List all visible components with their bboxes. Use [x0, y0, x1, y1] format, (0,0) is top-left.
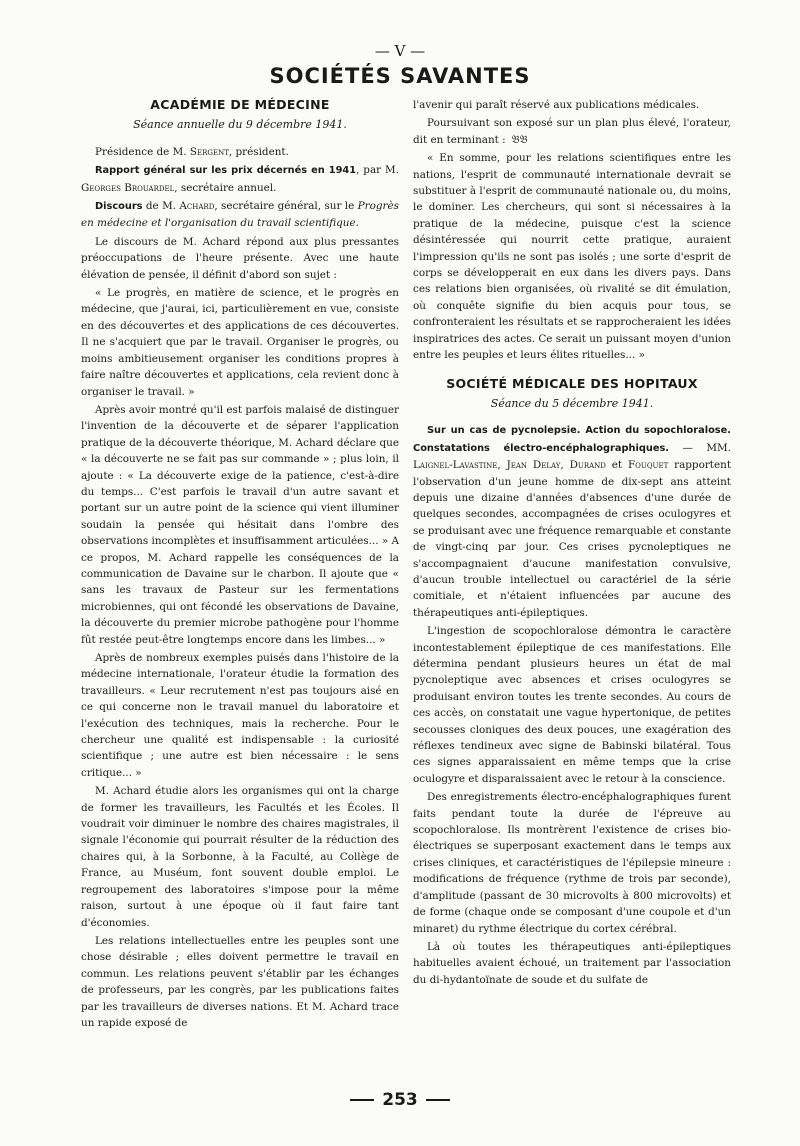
discours-title: Progrès en médecine et l'organisation du travail scientifique. — [81, 200, 399, 230]
body-paragraph: Poursuivant son exposé sur un plan plus élevé, l'orateur, dit en terminant : 𝔅𝔅 — [413, 117, 731, 146]
page-number: 253 — [382, 1090, 418, 1110]
case-author-last: Fouquet — [627, 459, 669, 472]
discours-author: Achard — [179, 200, 215, 213]
session-date-hopitaux: Séance du 5 décembre 1941. — [490, 396, 654, 410]
body-paragraph: Après avoir montré qu'il est parfois malaisé de distinguer l'invention de la découverte et de séparer l'application pratique de la découverte théorique, M. Achard déclare que « la découverte ne se fait pas sur commande » ; plus loin, il ajoute : « La découverte exige de la patience, c'est-à-dire du temps... C'est parfois le travail d'un autre savant et portant sur un autre point de la science qui vient illuminer soudain la pensée qui hésitait dans l'ombre des observations incomplètes et insuffisamment articulées... » A ce propos, M. Achard rappelle les conséquences de la communication de Davaine sur le charbon. Il ajoute que « sans les travaux de Pasteur sur les fermentations microbiennes, qui ont fécondé les observations de Davaine, la découverte du premier microbe pathogène pour l'homme fût restée peut-être longtemps encore dans les limbes... » — [81, 403, 399, 646]
section-title-hopitaux: SOCIÉTÉ MÉDICALE DES HOPITAUX — [446, 375, 698, 391]
body-paragraph: Là où toutes les thérapeutiques anti-épileptiques habituelles avaient échoué, un traitement par l'association du di-hydantoïnate de soude et du sulfate de — [413, 940, 731, 986]
left-column — [81, 97, 399, 1033]
rapport-title: Rapport général sur les prix décernés en 1941 — [95, 165, 357, 177]
page-title: SOCIÉTÉS SAVANTES — [269, 64, 531, 88]
continued-paragraph: l'avenir qui paraît réservé aux publications médicales. — [413, 99, 700, 111]
roman-page-number: — V — — [374, 42, 426, 60]
body-paragraph: L'ingestion de scopochloralose démontra le caractère incontestablement épileptique de ces manifestations. Elle détermina pendant plusieurs heures un état de mal pycnoleptique avec absences et crises oculogyres se produisant environ toutes les trente secondes. Au cours de ces accès, on constatait une vague hypertonique, de petites secousses cloniques des deux pouces, une exagération des réflexes tendineux avec signe de Babinski bilatéral. Tous ces signes apparaissaient en même temps que la crise oculogyre et disparaissaient avec le retour à la conscience. — [413, 625, 731, 785]
body-paragraph: Des enregistrements électro-encéphalographiques furent faits pendant toute la durée de l'épreuve au scopochloralose. Ils montrèrent l'existence de crises bio-électriques se superposant exactement dans le temps aux crises cliniques, et caractéristiques de l'épilepsie mineure : modifications de fréquence (rythme de trois par seconde), d'amplitude (passant de 30 microvolts à 800 microvolts) et de forme (chaque onde se composant d'une coupole et d'un minaret) du rythme électrique du cortex cérébral. — [413, 791, 731, 935]
president-name: Sergent — [189, 145, 229, 158]
case-title: Sur un cas de pycnolepsie. Action du sopochloralose. Constatations électro-encéphalographiques. — [413, 425, 731, 454]
discours-paragraph: Discours de M. Achard, secrétaire général, sur le Progrès en médecine et l'organisation du travail scientifique. — [81, 200, 399, 230]
body-paragraph: Le discours de M. Achard répond aux plus pressantes préoccupations de l'heure présente. Avec une haute élévation de pensée, il définit d'abord son sujet : — [81, 235, 399, 281]
case-paragraph: Sur un cas de pycnolepsie. Action du sopochloralose. Constatations électro-encéphalographiques. — MM. Laignel-Lavastine, Jean Delay, Durand et Fouquet rapportent l'observation d'un jeune homme de dix-sept ans atteint depuis une dizaine d'années d'absences d'une durée de quelques secondes, accompagnées de crises oculogyres et se produisant avec une fréquence remarquable et constante de vingt-cinq par jour. Ces crises pycnoleptiques ne s'accompagnaient d'aucune manifestation convulsive, d'aucun trouble intellectuel ou caractériel de la série comitiale, et n'étaient influencées par aucune des thérapeutiques anti-épileptiques. — [413, 425, 731, 619]
session-date-academie: Séance annuelle du 9 décembre 1941. — [133, 118, 347, 132]
body-paragraph: Les relations intellectuelles entre les peuples sont une chose désirable ; elles doivent permettre le travail en commun. Les relations peuvent s'établir par les échanges de professeurs, par les congrès, par les publications faites par les travailleurs de diverses nations. Et M. Achard trace un rapide exposé de — [81, 934, 399, 1029]
rapport-author: Georges Brouardel — [81, 181, 175, 194]
presidence-line: Présidence de M. Sergent, président. — [95, 145, 289, 158]
printer-ornament-icon: 𝔅𝔅 — [511, 132, 528, 146]
quote-paragraph: « En somme, pour les relations scientifiques entre les nations, l'esprit de communauté internationale devrait se substituer à l'esprit de communauté nationale ou, du moins, le dominer. Les chercheurs, qui sont si nécessaires à la pratique de la médecine, puisque c'est la science désintéressée qui nourrit cette pratique, auraient l'impression qu'ils ne sont pas isolés ; une sorte d'esprit de corps se développerait en eux dans les divers pays. Dans ces relations bien organisées, où rivalité se dit émulation, où conquête signifie du bien acquis pour tous, se confronteraient les résultats et se rapprocheraient les idées inspiratrices des actes. Ce serait un puissant moyen d'union entre les peuples et leurs élites rituelles... » — [413, 152, 731, 362]
case-authors: Laignel-Lavastine, Jean Delay, Durand — [413, 459, 606, 472]
rapport-paragraph: Rapport général sur les prix décernés en 1941, par M. Georges Brouardel, secrétaire annuel. — [81, 164, 399, 194]
discours-label: Discours — [95, 201, 143, 213]
page-footer — [0, 1090, 800, 1110]
section-title-academie: ACADÉMIE DE MÉDECINE — [150, 97, 330, 112]
right-column — [413, 97, 731, 990]
body-paragraph: M. Achard étudie alors les organismes qui ont la charge de former les travailleurs, les Facultés et les Écoles. Il voudrait voir diminuer le nombre des chaires magistrales, il signale l'économie qui pourrait résulter de la réduction des chaires qui, à la Sorbonne, à la Faculté, au Collège de France, au Muséum, font souvent double emploi. Le regroupement des laboratoires s'impose pour la même raison, surtout à une époque où il faut faire tant d'économies. — [81, 785, 399, 929]
body-paragraph: Après de nombreux exemples puisés dans l'histoire de la médecine internationale, l'orateur étudie la formation des travailleurs. « Leur recrutement n'est pas toujours aisé en ce qui concerne non le travail manuel du laboratoire et l'exécution des techniques, mais la recherche. Pour le chercheur une qualité est indispensable : la curiosité scientifique ; une autre est bien nécessaire : le sens critique... » — [81, 652, 399, 779]
quote-paragraph: « Le progrès, en matière de science, et le progrès en médecine, que j'aurai, ici, particulièrement en vue, consiste en des découvertes et des applications de ces découvertes. Il ne s'acquiert que par le travail. Organiser le progrès, ou moins ambitieusement organiser les conditions propres à faire naître découvertes et applications, cela revient donc à organiser le travail. » — [81, 287, 399, 398]
